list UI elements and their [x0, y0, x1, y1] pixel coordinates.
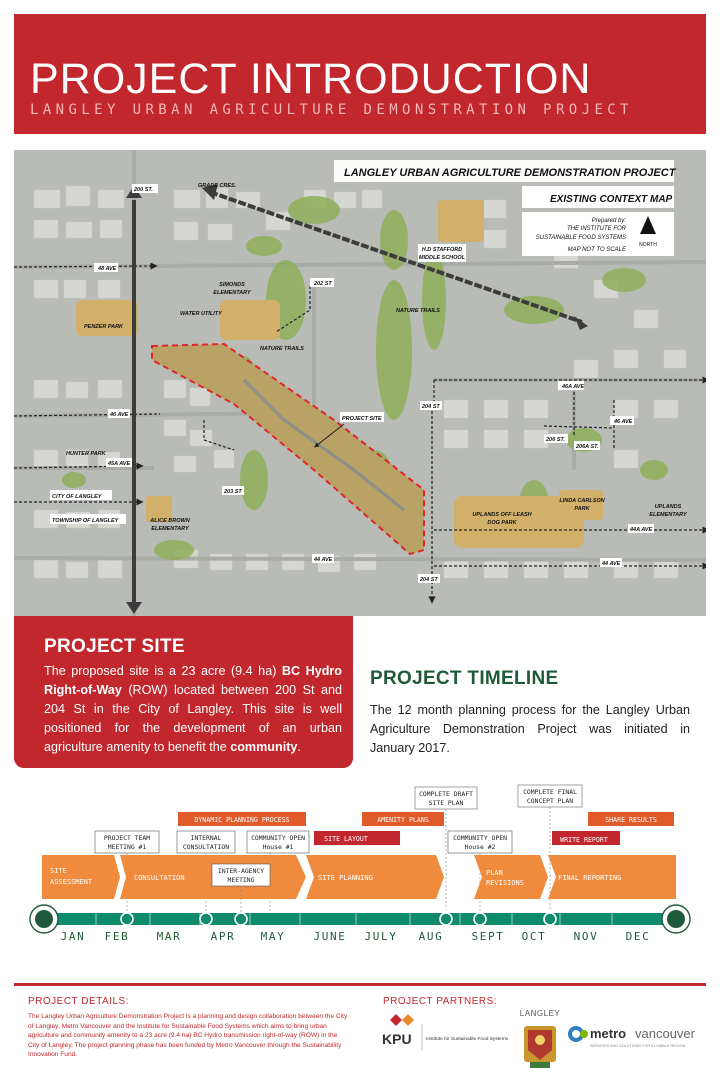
label-206a-st: 206A ST.: [576, 444, 599, 450]
dynamic-planning-label: DYNAMIC PLANNING PROCESS: [194, 816, 290, 824]
metro-text: metro: [590, 1026, 627, 1041]
community-open1-2: House #1: [262, 843, 294, 851]
site-text-3: .: [297, 740, 301, 754]
label-46ave-right: 46 AVE: [614, 419, 633, 425]
label-simonds-2: ELEMENTARY: [213, 290, 251, 296]
complete-draft-2: SITE PLAN: [428, 799, 464, 807]
label-linda-carlson-1: LINDA CARLSON: [559, 498, 605, 504]
label-46a-ave: 46A AVE: [562, 384, 585, 390]
label-uplands-elem-1: UPLANDS: [654, 504, 682, 510]
label-linda-carlson-2: PARK: [574, 506, 590, 512]
phase-plan-revisions: [474, 855, 548, 899]
site-layout-label: SITE LAYOUT: [324, 835, 368, 843]
label-45a-ave: 45A AVE: [108, 461, 131, 467]
label-hd-stafford-2: MIDDLE SCHOOL: [418, 255, 466, 261]
month-label: DEC: [625, 930, 651, 943]
internal-2: CONSULTATION: [182, 843, 230, 851]
label-uplands-dog-1: UPLANDS OFF LEASH: [472, 512, 532, 518]
label-206st: 206 ST.: [546, 437, 565, 443]
metro-tagline: SERVICES AND SOLUTIONS FOR A LIVABLE REGION: [590, 1044, 686, 1048]
month-label: JAN: [60, 930, 86, 943]
month-label: FEB: [104, 930, 130, 943]
project-team-2: MEETING #1: [107, 843, 147, 851]
label-township-of-langley: TOWNSHIP OF LANGLEY: [52, 518, 119, 524]
site-text-bold-2: community: [230, 740, 298, 754]
share-results-label: SHARE RESULTS: [605, 816, 657, 824]
phase-plan-revisions-2: REVISIONS: [486, 879, 524, 887]
month-label: APR: [210, 930, 236, 943]
label-nature-trails-2: NATURE TRAILS: [260, 346, 304, 352]
map-title: LANGLEY URBAN AGRICULTURE DEMONSTRATION PROJECT: [344, 167, 676, 179]
label-44ave-right: 44 AVE: [602, 561, 621, 567]
label-46ave-left: 46 AVE: [110, 412, 129, 418]
internal-1: INTERNAL: [190, 834, 222, 842]
label-48ave: 48 AVE: [98, 266, 117, 272]
phase-site-assessment-1: SITE: [50, 867, 67, 875]
project-site-heading: PROJECT SITE: [44, 636, 185, 657]
write-report-label: WRITE REPORT: [560, 836, 608, 844]
label-204st-bottom: 204 ST: [420, 577, 438, 583]
partner-logos: [380, 1010, 710, 1072]
site-text-1: The proposed site is a 23 acre (9.4 ha): [44, 664, 282, 678]
timeline-graphic: [0, 780, 720, 950]
community-open2-1: COMMUNITY OPEN: [453, 834, 507, 842]
langley-text: LANGLEY: [519, 1010, 561, 1018]
phase-site-assessment-2: ASSESSMENT: [50, 878, 93, 886]
label-hunter-park: HUNTER PARK: [66, 451, 106, 457]
phase-final-reporting-label: FINAL REPORTING: [558, 874, 622, 882]
month-label: NOV: [573, 930, 599, 943]
site-text-bold-1: BC Hydro Right-of-Way: [44, 664, 342, 697]
label-grade-cres: GRADE CRES.: [198, 183, 237, 189]
phase-plan-revisions-1: PLAN: [486, 869, 503, 877]
label-uplands-dog-2: DOG PARK: [487, 520, 517, 526]
timeline-start-dot: [35, 910, 53, 928]
label-alice-brown-2: ELEMENTARY: [151, 526, 189, 532]
label-200st: 200 ST.: [134, 187, 153, 193]
city-of-langley-crest: [520, 1010, 561, 1068]
month-label: MAR: [156, 930, 182, 943]
project-site-text: [44, 662, 342, 757]
project-site-panel: [14, 616, 353, 768]
month-label: SEPT: [471, 930, 505, 943]
kpu-logo: [382, 1014, 509, 1050]
phase-site-assessment: [42, 855, 120, 899]
community-open1-1: COMMUNITY OPEN: [251, 834, 305, 842]
complete-final-1: COMPLETE FINAL: [523, 788, 577, 796]
timeline-bar: [44, 913, 676, 925]
project-details-text: The Langley Urban Agriculture Demonstration Project is a planning and design collaboration between the City of Langley, Metro Vancouver and the Institute for Sustainable Food Systems which aims to bring urban agriculture and community amenity to a 23 acre (9.4 ha) BC Hydro transmission right-of-way (ROW) in the City of Langley. The project planning phase has been funded by Metro Vancouver through the Sustainability Innovation Fund.: [28, 1013, 348, 1059]
prepared-label: Prepared by:: [591, 218, 626, 224]
project-partners-heading: PROJECT PARTNERS:: [383, 996, 498, 1007]
month-label: OCT: [521, 930, 547, 943]
complete-draft-1: COMPLETE DRAFT: [419, 790, 473, 798]
inter-agency-2: MEETING: [227, 876, 255, 884]
month-label: JUNE: [313, 930, 347, 943]
timeline-intro-text: The 12 month planning process for the Langley Urban Agriculture Demonstration Project was initiated in January 2017.: [370, 703, 690, 755]
metro-vancouver-logo: [568, 1026, 696, 1048]
kpu-institute-text: Institute for Sustainable Food Systems: [426, 1037, 509, 1042]
phase-consultation-label: CONSULTATION: [134, 874, 185, 882]
phase-site-planning-label: SITE PLANNING: [318, 874, 373, 882]
month-label: MAY: [260, 930, 286, 943]
map-subtitle: EXISTING CONTEXT MAP: [550, 194, 673, 205]
prepared-org-1: THE INSTITUTE FOR: [567, 226, 626, 232]
project-details-heading: PROJECT DETAILS:: [28, 996, 129, 1007]
label-water-utility: WATER UTILITY: [180, 311, 222, 317]
header-banner: [14, 14, 706, 134]
month-labels: [61, 930, 651, 943]
label-202st: 202 ST: [314, 281, 332, 287]
label-204st: 204 ST: [422, 404, 440, 410]
label-city-of-langley: CITY OF LANGLEY: [52, 494, 102, 500]
amenity-plans-label: AMENITY PLANS: [377, 816, 429, 824]
label-44ave-mid: 44 AVE: [314, 557, 333, 563]
label-project-site: PROJECT SITE: [342, 416, 382, 422]
label-alice-brown-1: ALICE BROWN: [150, 518, 190, 524]
context-map: [14, 150, 706, 616]
label-uplands-elem-2: ELEMENTARY: [649, 512, 687, 518]
label-nature-trails-1: NATURE TRAILS: [396, 308, 440, 314]
label-203st: 203 ST: [224, 489, 242, 495]
inter-agency-1: INTER-AGENCY: [217, 867, 265, 875]
project-team-1: PROJECT TEAM: [103, 834, 151, 842]
site-text-2: (ROW) located between 200 St and 204 St in the City of Langley. This site is well positioned for the development of an urban agriculture amenity to benefit the: [44, 683, 342, 754]
month-label: AUG: [418, 930, 444, 943]
vancouver-text: vancouver: [635, 1026, 695, 1041]
page-title: PROJECT INTRODUCTION: [30, 55, 592, 103]
label-44a-ave: 44A AVE: [630, 527, 653, 533]
prepared-org-2: SUSTAINABLE FOOD SYSTEMS: [535, 235, 626, 241]
label-penzer-park: PENZER PARK: [84, 324, 124, 330]
label-simonds-1: SIMONDS: [219, 282, 245, 288]
map-scale-note: MAP NOT TO SCALE: [567, 247, 626, 253]
community-open2-2: House #2: [464, 843, 496, 851]
kpu-text: KPU: [382, 1031, 412, 1047]
footer-divider: [14, 983, 706, 986]
month-label: JULY: [364, 930, 398, 943]
label-hd-stafford-1: H.D STAFFORD: [421, 247, 463, 253]
page-subtitle: LANGLEY URBAN AGRICULTURE DEMONSTRATION PROJECT: [30, 102, 633, 118]
timeline-heading: PROJECT TIMELINE: [370, 668, 559, 689]
complete-final-2: CONCEPT PLAN: [526, 797, 574, 805]
timeline-end-dot: [667, 910, 685, 928]
north-label: NORTH: [639, 242, 657, 248]
